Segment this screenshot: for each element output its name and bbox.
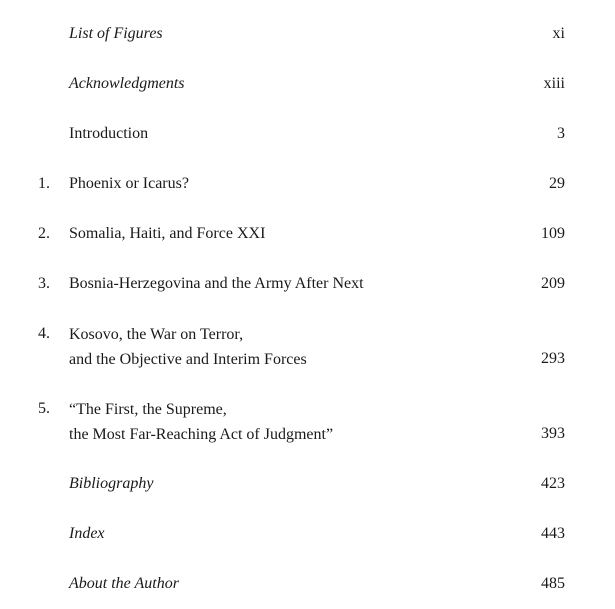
toc-entry-page: 485 [541, 575, 565, 592]
toc-entry-page: 29 [549, 175, 565, 192]
toc-entry-page: 209 [541, 275, 565, 292]
toc-entry-title-line-1: Kosovo, the War on Terror, [69, 326, 244, 343]
toc-entry-chapter-2[interactable] [0, 222, 615, 246]
toc-entry-title: List of Figures [69, 25, 163, 42]
toc-entry-chapter-3[interactable] [0, 272, 615, 296]
toc-entry-page: 393 [541, 425, 565, 442]
toc-entry-number: 5. [38, 400, 50, 417]
toc-entry-index[interactable] [0, 522, 615, 546]
toc-entry-title-line-2: the Most Far-Reaching Act of Judgment” [69, 426, 334, 443]
toc-entry-page: 109 [541, 225, 565, 242]
toc-entry-title: Acknowledgments [69, 75, 185, 92]
toc-entry-title: Phoenix or Icarus? [69, 175, 189, 192]
toc-entry-number: 2. [38, 225, 50, 242]
toc-entry-page: 3 [557, 125, 565, 142]
toc-entry-number: 1. [38, 175, 50, 192]
toc-entry-title [69, 322, 307, 372]
toc-entry-introduction[interactable] [0, 122, 615, 146]
toc-entry-bibliography[interactable] [0, 472, 615, 496]
toc-entry-title: Bibliography [69, 475, 154, 492]
toc-entry-title-line-1: “The First, the Supreme, [69, 401, 227, 418]
toc-entry-page: 423 [541, 475, 565, 492]
toc-entry-title: Introduction [69, 125, 149, 142]
toc-entry-page: 443 [541, 525, 565, 542]
toc-entry-page: 293 [541, 350, 565, 367]
toc-entry-number: 4. [38, 325, 50, 342]
toc-entry-chapter-4[interactable] [0, 322, 615, 372]
toc-entry-chapter-5[interactable] [0, 397, 615, 447]
toc-entry-page: xiii [543, 75, 565, 92]
toc-entry-about-the-author[interactable] [0, 572, 615, 596]
toc-entry-title: Index [69, 525, 105, 542]
toc-entry-title: Somalia, Haiti, and Force XXI [69, 225, 266, 242]
toc-entry-list-of-figures[interactable] [0, 22, 615, 46]
toc-entry-title: About the Author [69, 575, 179, 592]
toc-entry-title [69, 397, 333, 447]
toc-entry-chapter-1[interactable] [0, 172, 615, 196]
toc-entry-number: 3. [38, 275, 50, 292]
toc-entry-title-line-2: and the Objective and Interim Forces [69, 351, 307, 368]
toc-entry-title: Bosnia-Herzegovina and the Army After Next [69, 275, 364, 292]
toc-entry-acknowledgments[interactable] [0, 72, 615, 96]
toc-entry-page: xi [552, 25, 565, 42]
